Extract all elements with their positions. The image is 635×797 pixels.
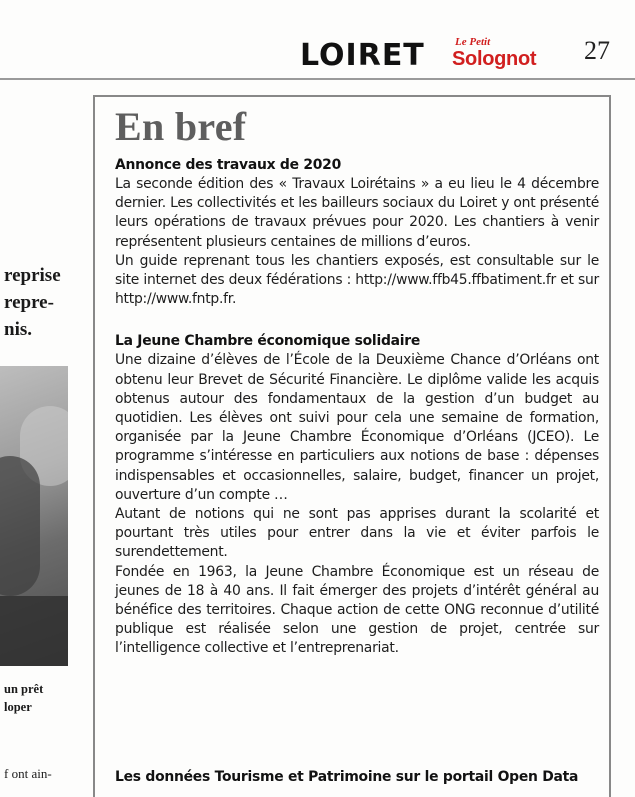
- body-fragment: f ont ain-: [4, 766, 52, 781]
- article-paragraph: Fondée en 1963, la Jeune Chambre Économique est un réseau de jeunes de 18 à 40 ans. Il fait émerger des projets d’intérêt général au bénéfice des territoires. Chaque action de cette ONG reconnue d’utilité publique est réalisée selon une gestion de projet, centrée sur l’intelligence collective et l’entreprenariat.: [115, 563, 599, 657]
- caption-line-2: loper: [4, 700, 32, 714]
- quote-line-3: nis.: [4, 319, 32, 340]
- article-paragraph: La seconde édition des « Travaux Loirétains » a eu lieu le 4 décembre dernier. Les collectivités et les bailleurs sociaux du Loiret y ont présenté leurs opérations de travaux prévues pour 2020. Les chantiers à venir représentent plusieurs centaines de millions d’euros.: [115, 176, 599, 250]
- section-title: LOIRET: [300, 38, 425, 73]
- box-content: [115, 155, 599, 659]
- box-title: En bref: [115, 104, 247, 149]
- quote-line-2: repre-: [4, 292, 54, 313]
- caption-line-1: un prêt: [4, 682, 44, 696]
- article-paragraph: Autant de notions qui ne sont pas apprises durant la scolarité et pourtant très utiles pour entrer dans la vie et éviter parfois le surendettement.: [115, 506, 599, 561]
- article-photo: [0, 366, 68, 666]
- article-heading: Annonce des travaux de 2020: [115, 157, 342, 173]
- article-heading: La Jeune Chambre économique solidaire: [115, 333, 421, 350]
- next-article-heading: Les données Tourisme et Patrimoine sur le portail Open Data: [115, 769, 579, 785]
- page-header: [0, 0, 635, 80]
- article-paragraph: Une dizaine d’élèves de l’École de la Deuxième Chance d’Orléans ont obtenu leur Brevet de Sécurité Financière. Le diplôme valide les acquis obtenus autour des fondamentaux de la gestion d’un budget au quotidien. Les élèves ont suivi pour cela une semaine de formation, organisée par la Jeune Chambre Économique d’Orléans (JCEO). Le programme s’intéresse en particuliers aux notions de base : dépenses indispensables et occasionnelles, salaire, budget, financer un projet, ouverture d’un compte …: [115, 352, 599, 503]
- header-divider: [0, 78, 635, 80]
- page-number: 27: [584, 36, 610, 65]
- brand-small-text: Le Petit: [455, 36, 491, 48]
- en-bref-box: [93, 95, 611, 797]
- article-paragraph: Un guide reprenant tous les chantiers exposés, est consultable sur le site internet des deux fédérations : http://www.ffb45.ffbatiment.fr et sur http://www.fntp.fr.: [115, 252, 599, 308]
- quote-line-1: reprise: [4, 265, 61, 286]
- brand-logo-text: Solognot: [452, 48, 537, 70]
